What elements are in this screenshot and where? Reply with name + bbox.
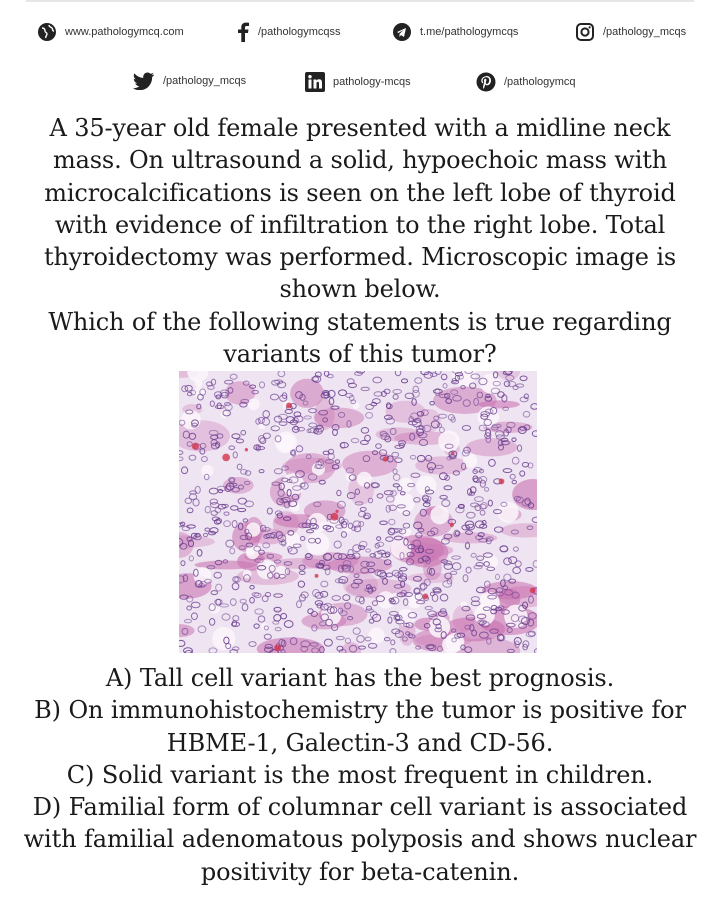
answer-options: [22, 662, 698, 888]
social-text: /pathologymcq: [504, 76, 576, 88]
social-website[interactable]: [37, 22, 184, 42]
twitter-icon: [133, 72, 155, 90]
social-text: /pathology_mcqs: [603, 26, 687, 38]
social-pinterest[interactable]: [476, 72, 576, 92]
globe-icon: [37, 22, 57, 42]
social-instagram[interactable]: [575, 22, 686, 42]
social-text: /pathologymcqss: [258, 26, 341, 38]
microscopy-image: [179, 371, 537, 653]
top-divider: [26, 0, 694, 2]
facebook-icon: [236, 22, 250, 42]
instagram-icon: [575, 22, 595, 42]
social-text: t.me/pathologymcqs: [420, 26, 519, 38]
option-b[interactable]: B) On immunohistochemistry the tumor is positive for HBME-1, Galectin-3 and CD-56.: [34, 696, 686, 757]
question-block: [30, 112, 690, 370]
social-linkedin[interactable]: [305, 72, 411, 92]
linkedin-icon: [305, 72, 325, 92]
option-d[interactable]: D) Familial form of columnar cell variant is associated with familial adenomatous polyposis and shows nuclear positivity for beta-catenin.: [23, 793, 697, 886]
social-text: pathology-mcqs: [333, 76, 411, 88]
option-a[interactable]: A) Tall cell variant has the best prognosis.: [105, 664, 615, 692]
social-text: /pathology_mcqs: [163, 75, 247, 87]
option-c[interactable]: C) Solid variant is the most frequent in children.: [66, 760, 654, 789]
social-facebook[interactable]: [236, 22, 341, 42]
telegram-icon: [392, 22, 412, 42]
pinterest-icon: [476, 72, 496, 92]
social-telegram[interactable]: [392, 22, 518, 42]
question-stem: A 35-year old female presented with a midline neck mass. On ultrasound a solid, hypoechoic mass with microcalcifications is seen on the left lobe of thyroid with evidence of infiltration to the right lobe. Total thyroidectomy was performed. Microscopic image is shown below.: [43, 114, 677, 304]
question-prompt: Which of the following statements is true regarding variants of this tumor?: [48, 307, 672, 369]
social-text: www.pathologymcq.com: [65, 26, 184, 38]
social-twitter[interactable]: [133, 72, 246, 90]
